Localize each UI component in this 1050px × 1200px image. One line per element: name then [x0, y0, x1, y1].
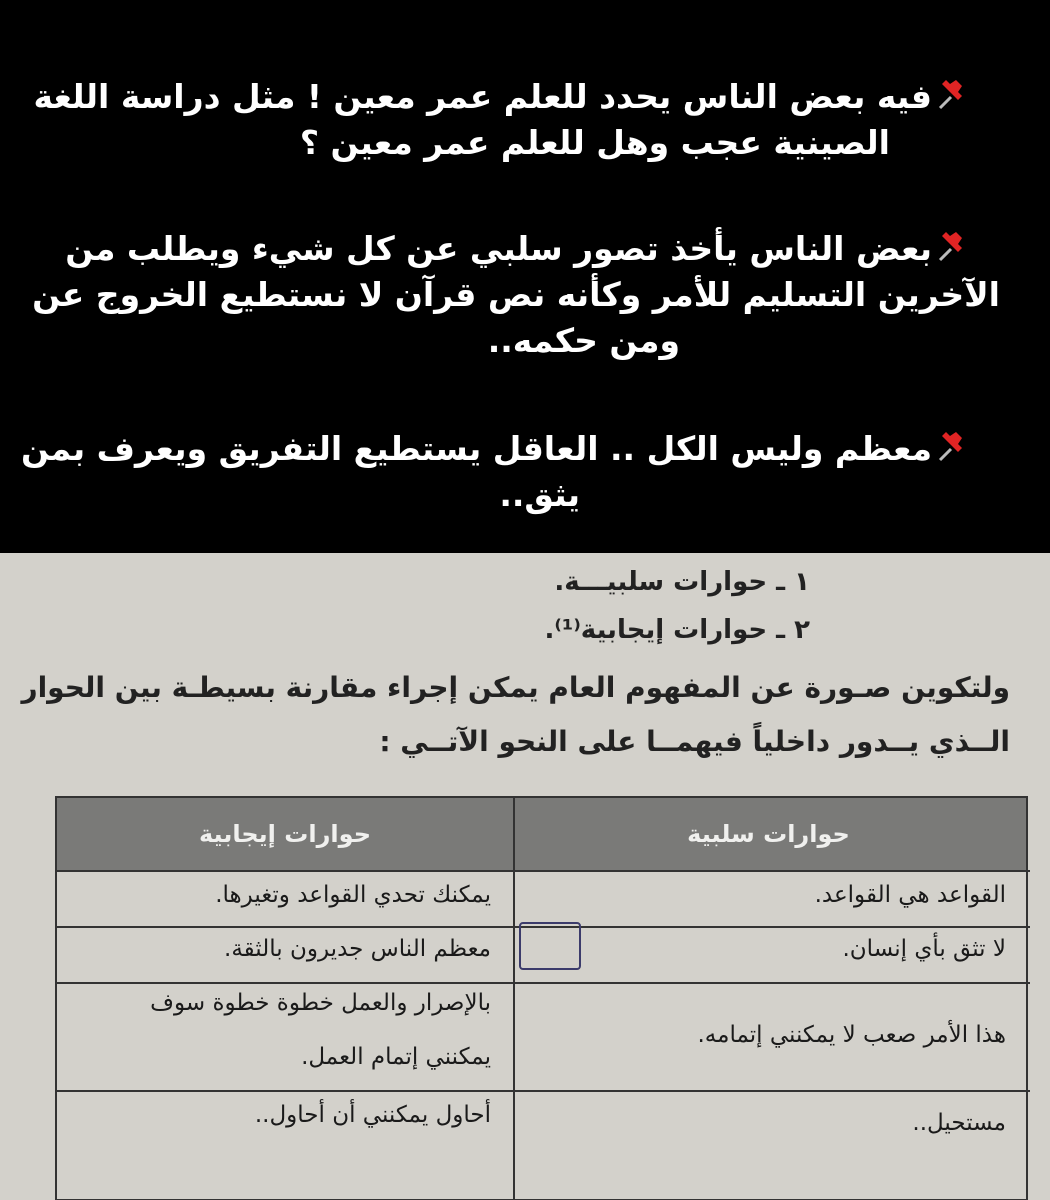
comparison-table — [55, 796, 1028, 1200]
column-divider — [513, 798, 515, 1200]
table-cell-negative-3: هذا الأمر صعب لا يمكنني إتمامه. — [697, 1022, 1006, 1048]
row-divider — [57, 982, 1030, 984]
pushpin-icon — [936, 430, 970, 464]
row-divider — [57, 1090, 1030, 1092]
table-cell-positive-2: معظم الناس جديرون بالثقة. — [224, 936, 491, 962]
table-cell-positive-1: يمكنك تحدي القواعد وتغيرها. — [215, 882, 491, 908]
paragraph-line-1: ولتكوين صـورة عن المفهوم العام يمكن إجراء مقارنة بسيطـة بين الحوار — [21, 671, 1010, 704]
list-item-positive: ٢ ـ حوارات إيجابية⁽¹⁾. — [544, 615, 810, 645]
table-cell-positive-4: أحاول يمكنني أن أحاول.. — [254, 1102, 491, 1128]
table-cell-negative-4: مستحيل.. — [912, 1110, 1006, 1136]
text-overlay-panel — [0, 0, 1050, 553]
note-3 — [21, 426, 970, 518]
note-1-line-2: الصينية عجب وهل للعلم عمر معين ؟ — [299, 123, 890, 162]
note-1-line-1: فيه بعض الناس يحدد للعلم عمر معين ! مثل دراسة اللغة — [34, 74, 970, 120]
header-positive-label: حوارات إيجابية — [199, 820, 371, 848]
table-cell-positive-3-line-1: بالإصرار والعمل خطوة خطوة سوف — [150, 990, 491, 1016]
note-2-line-3: ومن حكمه.. — [487, 321, 680, 360]
list-item-negative: ١ ـ حوارات سلبيـــة. — [554, 567, 810, 597]
note-3-line-2: يثق.. — [499, 475, 580, 514]
note-3-line-1: معظم وليس الكل .. العاقل يستطيع التفريق ويعرف بمن — [21, 426, 970, 472]
row-divider — [57, 870, 1030, 872]
paragraph-line-2: الــذي يــدور داخلياً فيهمــا على النحو الآتــي : — [379, 725, 1010, 758]
header-negative-label: حوارات سلبية — [687, 820, 850, 848]
pushpin-icon — [936, 78, 970, 112]
table-cell-negative-1: القواعد هي القواعد. — [814, 882, 1006, 908]
note-2-line-1: بعض الناس يأخذ تصور سلبي عن كل شيء ويطلب من — [32, 226, 970, 272]
table-cell-negative-2: لا تثق بأي إنسان. — [842, 936, 1006, 962]
note-2-line-2: الآخرين التسليم للأمر وكأنه نص قرآن لا نستطيع الخروج عن — [32, 275, 1000, 314]
book-page-photo — [0, 553, 1050, 1200]
table-cell-positive-3-line-2: يمكنني إتمام العمل. — [301, 1044, 491, 1070]
note-1 — [34, 74, 970, 166]
pushpin-icon — [936, 230, 970, 264]
note-2 — [32, 226, 1000, 364]
handwritten-bracket-mark — [519, 922, 581, 970]
